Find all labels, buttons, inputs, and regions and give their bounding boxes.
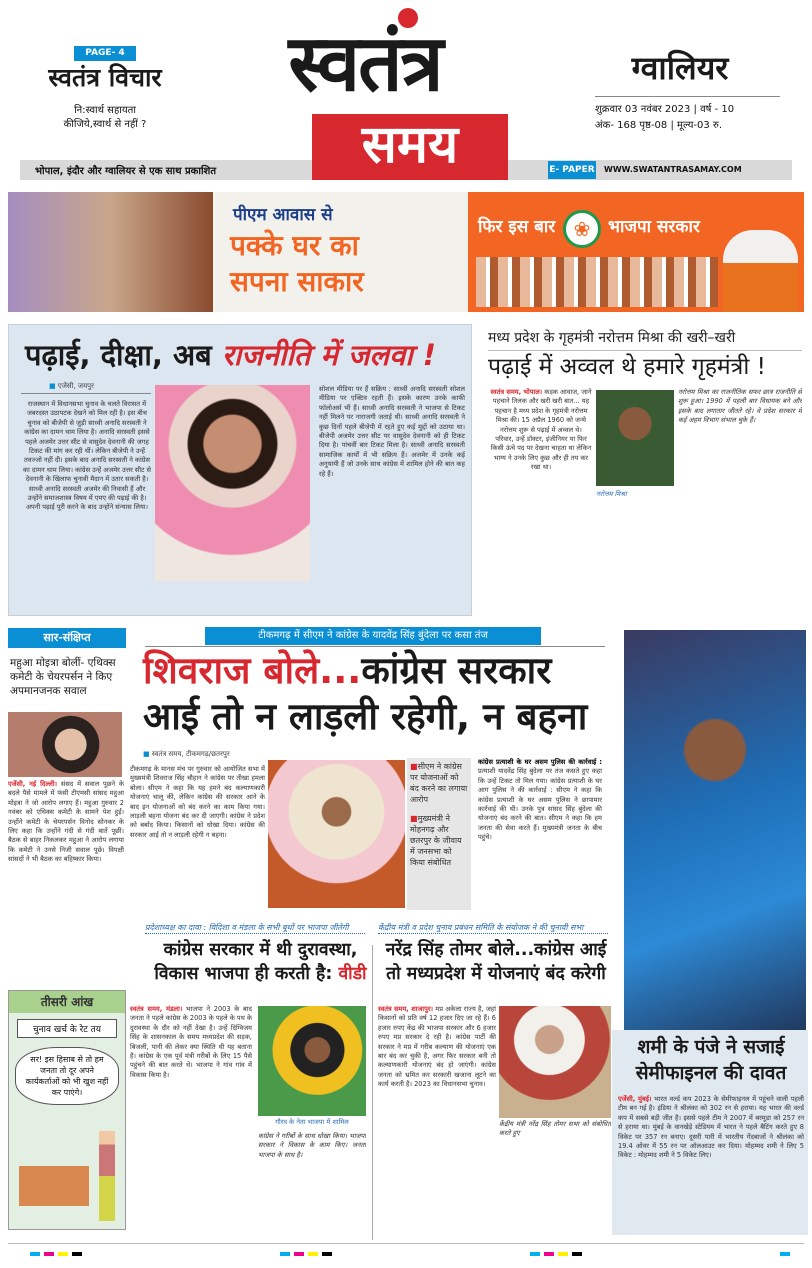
- cartoon-man: [99, 1131, 115, 1221]
- story4-headline: [376, 938, 616, 986]
- sidebar-body: [8, 780, 124, 980]
- column-divider: [372, 945, 373, 1240]
- byline-text: स्वतंत्र समय, टीकमगढ़/छतरपुर: [151, 750, 230, 758]
- tomar-photo: [499, 1006, 611, 1118]
- byline-rule: [21, 393, 151, 394]
- ad-slogan-right: भाजपा सरकार: [608, 217, 700, 237]
- cartoon-title: तीसरी आंख: [9, 991, 125, 1013]
- year: वर्ष - 10: [700, 104, 735, 115]
- story2-body-right: नरोत्तम मिश्रा का राजनीतिक सफर छात्र राजनीति से शुरू हुआ। 1990 में पहली बार विधायक बने और इसके बाद लगातार जीतते रहे। वे प्रदेश सरकार में कई अहम विभाग संभाल चुके हैं।: [678, 388, 802, 425]
- dateline: एजेंसी, नई दिल्ली।: [8, 780, 58, 788]
- main-headline-line-1: [143, 650, 551, 693]
- ad-line-3: सपना साकार: [230, 265, 364, 298]
- section-title: स्वतंत्र विचार: [48, 63, 162, 92]
- story1-byline: ■ एजेंसी, जयपुर: [49, 382, 95, 390]
- dateline: स्वतंत्र समय, भोपाल।: [490, 388, 543, 396]
- headline-line-2: तो मध्यप्रदेश में योजनाएं बंद करेगी: [386, 964, 606, 984]
- narottam-photo: [596, 390, 674, 486]
- cartoon-desk: [19, 1166, 89, 1206]
- ad-slogan-left: फिर इस बार: [478, 217, 556, 237]
- tagline-line-2: कीजिये,स्वार्थ से नहीं ?: [63, 119, 147, 130]
- ad-line-2: पक्के घर का: [230, 229, 359, 262]
- tagline: [40, 104, 170, 132]
- story1-headline: [25, 339, 436, 372]
- ad-pm-photo: [723, 230, 798, 312]
- headline-black: पढ़ाई, दीक्षा, अब: [25, 338, 212, 372]
- dateline: एजेंसी, मुंबई।: [618, 1095, 652, 1103]
- story3-body2: कांग्रेस ने गरीबों के साथ धोखा किया। भाजपा सरकार ने विकास के काम किए। जनता भाजपा के साथ है।: [258, 1132, 366, 1159]
- bjp-lotus-logo: ❀: [563, 210, 601, 248]
- main-byline: ■ स्वतंत्र समय, टीकमगढ़/छतरपुर: [143, 750, 230, 758]
- ad-leaders-photo: [476, 257, 718, 307]
- page-badge: PAGE- 4: [74, 46, 136, 61]
- dateline: स्वतंत्र समय, मंडला।: [130, 1005, 183, 1013]
- story4-body: [378, 1005, 496, 1240]
- date: शुक्रवार 03 नवंबर 2023: [595, 104, 691, 115]
- sidebar-tab: सार-संक्षिप्त: [8, 628, 126, 648]
- edition-city: ग्वालियर: [631, 49, 729, 87]
- ad-family-photo: [8, 192, 213, 312]
- body-text: भाजपा ने 2003 के बाद जनता ने पहले कांग्रेस के 2003 के पहले के पथ के दुरावस्था के दौर को नहीं देखा है। उन्हें दिग्विजय सिंह के शासनकाल के समय मध्यप्रदेश की सड़क, बिजली, पानी की लेकर क्या स्थिति थी यह बताना है। कांग्रेस के एक पूर्व मंत्री गरीबों के लिए 15 पैसे पहुंचने की बात करते थे। भाजपा ने गांव गांव में विकास किया है।: [130, 1005, 252, 1079]
- headline-red: शिवराज बोले...: [143, 649, 362, 692]
- headline-line-1: कांग्रेस सरकार में थी दुरावस्था,: [163, 940, 358, 960]
- story4-photo-caption: केंद्रीय मंत्री नरेंद्र सिंह तोमर सभा को संबोधित करते हुए: [499, 1120, 611, 1138]
- shami-body: [618, 1095, 804, 1230]
- headline-red: राजनीति में जलवा !: [221, 338, 437, 372]
- sidebar-headline: महुआ मोइत्रा बोलीं- एथिक्स कमेटी के चेयरपर्सन ने किए अपमानजनक सवाल: [10, 657, 116, 697]
- story2-headline: पढ़ाई में अव्वल थे हमारे गृहमंत्री !: [488, 354, 766, 380]
- mahua-photo: [8, 712, 122, 777]
- main-kicker-rule: [145, 646, 605, 647]
- story1-body-left: राजस्थान में विधानसभा चुनाव के चलते विरासत में जबरदस्त उठापटक देखने को मिल रही है। इस बीच चुनाव को बीजेपी से जुड़ी साध्वी अनादि सरस्वती ने कांग्रेस का दामन थाम लिया है। अनादि सरस्वती इससे पहले अजमेर उत्तर सीट से वासुदेव देवनानी की जगह टिकट की मांग कर रही थीं। लेकिन बीजेपी ने उन्हें तवज्जो नहीं दी। इसके बाद अनादि सरस्वती ने कांग्रेस का दामन थाम लिया। कांग्रेस उन्हें अजमेर उत्तर सीट से देवनानी के खिलाफ चुनावी मैदान में उतार सकती है। साध्वी अनादि सरस्वती अजमेर की निवासी हैं और उन्होंने समाजशास्त्र विषय में एमए की पढ़ाई की है। अपनी पढ़ाई पूरी करने के बाद उन्होंने संन्यास लिया।: [23, 400, 151, 512]
- story2-photo-caption: नरोत्तम मिश्रा: [596, 490, 627, 498]
- story3-photo-caption: गौरव के नेता भाजपा में शामिल: [275, 1118, 349, 1126]
- registration-marks: [30, 1252, 790, 1256]
- vd-sharma-photo: [258, 1006, 366, 1116]
- headline-line-2: विकास भाजपा ही करती है:: [154, 964, 333, 984]
- story1-body-right: सोशल मीडिया पर हैं सक्रिय : साध्वी अनादि सरस्वती सोशल मीडिया पर एक्टिव रहती हैं। इसके कारण उनके काफी फॉलोअर्स भी हैं। साध्वी अनादि सरस्वती ने भाजपा से टिकट नहीं मिलने पर नाराजगी जताई थी। साध्वी अनादि सरस्वती ने कुछ दिनों पहले बीजेपी में रहते हुए कई मुद्दों को उठाया था। बीजेपी अजमेर उत्तर सीट पर वासुदेव देवनानी को ही टिकट दिया है। पांचवीं बार टिकट मिला है। साध्वी अनादि सरस्वती सामाजिक कार्यों में भी सक्रिय हैं। अजमेर में उनके कई अनुयायी हैं जो उनके साथ कांग्रेस में शामिल होने की बात कह रहे हैं।: [319, 385, 465, 478]
- shivraj-photo: [268, 760, 405, 908]
- main-headline-line-2: आई तो न लाड़ली रहेगी, न बहना: [143, 695, 588, 738]
- bullet-item: ■मुख्यमंत्री ने मोहनगढ़ और छतरपुर के जीवाय में जनसभा को किया संबोधित: [410, 814, 462, 867]
- byline-text: एजेंसी, जयपुर: [57, 382, 95, 390]
- story4-kicker: केंद्रीय मंत्री व प्रदेश चुनाव प्रबंधन समिति के संयोजक ने की चुनावी सभा: [378, 922, 608, 934]
- published-from: भोपाल, इंदौर और ग्वालियर से एक साथ प्रकाशित: [35, 166, 217, 177]
- logo-top: स्वतंत्र: [288, 19, 442, 109]
- story2-body: [490, 388, 592, 608]
- subhead: कांग्रेस प्रत्याशी के घर असम पुलिस की कार्रवाई :: [478, 758, 602, 766]
- body-text: कड़क आवाज, जाने पहचाने तिलक और खरी खरी बात... यह पहचान है मध्य प्रदेश के गृहमंत्री नरोत्तम मिश्रा की। 15 अप्रैल 1960 को जन्मे नरोत्तम शुरू से पढ़ाई में अव्वल थे। परिवार, उन्हें डॉक्टर, इंजीनियर या फिर किसी ऊंचे पद पर देखना चाहता था लेकिन भाग्य ने उनके लिए कुछ और ही तय कर रखा था।: [490, 388, 592, 472]
- tagline-line-1: नि:स्वार्थ सहायता: [74, 105, 136, 116]
- main-bullets-box: [407, 758, 471, 910]
- body-text: मप्र अकेला राज्य है, जहां किसानों को प्रति वर्ष 12 हजार दिए जा रहे हैं। 6 हजार रुपए केंद्र की भाजपा सरकार और 6 हजार रुपए मप्र सरकार दे रही है। कांग्रेस पार्टी की सरकार ने मप्र में गरीब कल्याण की योजनाएं एक बार बंद कर चुकी है, अगर फिर सरकार बनी तो कल्याणकारी योजनाएं बंद हो जाएंगी। कांग्रेस जनता को भ्रमित कर सरकारी खजाना लूटने का कार्य करती है। 2023 का विधानसभा चुनाव।: [378, 1005, 496, 1089]
- footer-rule: [8, 1243, 804, 1244]
- cartoon-caption: चुनाव खर्च के रेट तय: [17, 1019, 117, 1038]
- main-kicker: टीकमगढ़ में सीएम ने कांग्रेस के यादवेंद्र सिंह बुंदेला पर कसा तंज: [205, 627, 541, 645]
- issue: अंक- 168 पृष्ठ-08: [595, 120, 668, 131]
- headline-black: कांग्रेस सरकार: [361, 649, 552, 692]
- body-text: भारत वर्ल्ड कप 2023 के सेमीफाइनल में पहुंचने वाली पहली टीम बन गई है। इंडिया ने श्रीलंका को 302 रन से हराया। यह भारत की वर्ल्ड कप में सबसे बड़ी जीत है। इससे पहले टीम ने 2007 में बरमूडा को 257 रन से हराया था। मुंबई के वानखेड़े स्टेडियम में भारत ने पहले बैटिंग करते हुए 8 विकेट पर 357 रन बनाए। दूसरी पारी में भारतीय गेंदबाजों ने श्रीलंका को 19.4 ओवर में 55 रन पर ऑलआउट कर दिया। मोहम्मद शमी ने लिए 5 विकेट : मोहम्मद शमी ने 5 विकेट लिए।: [618, 1095, 804, 1160]
- body-text: प्रत्याशी यादवेंद्र सिंह बुंदेला पर तंज कसते हुए कहा कि उन्हें टिकट तो मिल गया। कांग्रेस प्रत्याशी के घर आग पुलिस ने की कार्रवाई : सीएम ने कहा कि कांग्रेस प्रत्याशी के घर असम पुलिस ने छापामार कार्रवाई की थी। उनके पुत्र सांसद सिंह बुंदेला की योजनाएं बंद करने की बात। सीएम ने कहा कि हम जनता की सेवा करते हैं। मुख्यमंत्री जनता के बीच पहुंचे।: [478, 767, 602, 842]
- story3-headline: [148, 938, 373, 986]
- story-narottam: [484, 324, 806, 616]
- cartoon-box: [8, 990, 126, 1230]
- dateline: स्वतंत्र समय, शाजापुर।: [378, 1005, 434, 1013]
- story3-kicker: प्रदेशाध्यक्ष का दावा : विदिशा व मंडला के सभी बूथों पर भाजपा जीतेगी: [145, 922, 365, 934]
- edition-divider: [595, 96, 780, 97]
- story2-kicker: मध्य प्रदेश के गृहमंत्री नरोत्तम मिश्रा की खरी–खरी: [488, 330, 736, 346]
- main-body-right: [478, 758, 602, 910]
- ad-line-1: पीएम आवास से: [233, 205, 333, 225]
- main-body-left: टीकमगढ़ के मानस मंच पर गुरुवार को आयोजित सभा में मुख्यमंत्री शिवराज सिंह चौहान ने कांग्रेस पर तीखा हमला बोला। सीएम ने कहा कि यह हमने बंद कल्याणकारी योजनाएं चालू कीं, लेकिन कांग्रेस की सरकार आने के बाद इन योजनाओं को बंद करने का काम किया गया। लाड़ली बहना योजना बंद कर दी जाएगी। कांग्रेस ने प्रदेश को बर्बाद किया। किसानों को धोखा दिया। कांग्रेस की सरकार आई तो न लाड़ली रहेगी न बहना।: [130, 765, 265, 839]
- body-text: संसद में सवाल पूछने के बदले पैसे मामले में फंसी टीएमसी सांसद महुआ मोइत्रा ने जो आरोप लगाए हैं। महुआ गुरुवार 2 नवंबर को एथिक्स कमेटी के सामने पेश हुईं। उन्होंने कमेटी के चेयरपर्सन विनोद सोनकर के लिए कहा कि उन्होंने गंदी से गंदी बातें पूछीं। बैठक से बाहर निकलकर महुआ ने आरोप लगाया कि कमेटी ने उनसे निजी सवाल पूछे। विपक्षी सांसदों ने भी बैठक का बहिष्कार किया।: [8, 780, 124, 864]
- kicker-rule: [488, 350, 802, 351]
- price: मूल्य-03 रु.: [677, 120, 723, 131]
- headline-line-1: नरेंद्र सिंह तोमर बोले...कांग्रेस आई: [385, 940, 607, 960]
- logo-bottom: समय: [361, 115, 459, 175]
- bullet-item: ■सीएम ने कांग्रेस पर योजनाओं को बंद करने का लगाया आरोप: [410, 762, 468, 804]
- epaper-badge[interactable]: E- PAPER: [548, 161, 596, 179]
- headline-red: वीडी: [338, 964, 367, 984]
- story-sadhvi: [8, 324, 472, 616]
- shami-headline: शमी के पंजे ने सजाई सेमीफाइनल की दावत: [635, 1036, 787, 1084]
- story3-body: [130, 1005, 252, 1240]
- website-link[interactable]: WWW.SWATANTRASAMAY.COM: [604, 165, 742, 174]
- shami-photo: [624, 630, 806, 1030]
- ad-banner[interactable]: [8, 192, 804, 312]
- cartoon-speech-bubble: सर! इस हिसाब से तो हम जनता तो दूर अपने कार्यकर्ताओं को भी खुश नहीं कर पाएंगे।: [15, 1047, 119, 1105]
- sadhvi-photo: [155, 385, 310, 581]
- date-line: शुक्रवार 03 नवंबर 2023 | वर्ष - 10 अंक- 168 पृष्ठ-08 | मूल्य-03 रु.: [595, 104, 735, 131]
